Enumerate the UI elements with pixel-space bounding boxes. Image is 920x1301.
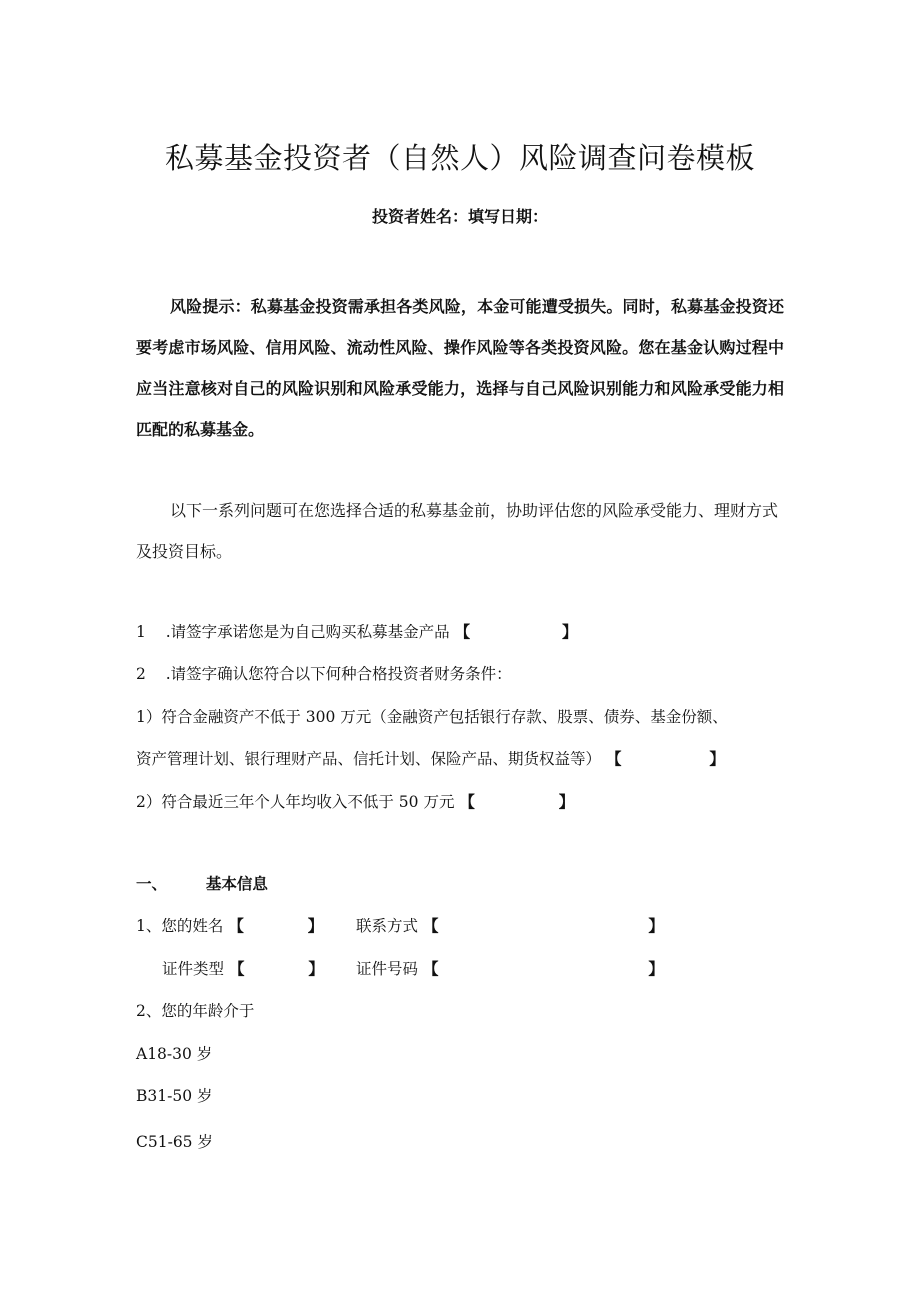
name-field-close: 】 <box>307 917 324 935</box>
condition-1-field-close: 】 <box>709 750 725 768</box>
id-number-label: 证件号码 <box>356 960 419 978</box>
id-type-label: 证件类型 <box>162 960 225 978</box>
condition-1-line-1: 1）符合金融资产不低于 300 万元（金融资产包括银行存款、股票、债券、基金份额、 <box>136 708 728 726</box>
name-label: 1、您的姓名 <box>136 917 224 935</box>
contact-field-open: 【 <box>422 917 439 935</box>
risk-notice-paragraph: 风险提示：私募基金投资需承担各类风险，本金可能遭受损失。同时，私募基金投资还要考虑市场风险、信用风险、流动性风险、操作风险等各类投资风险。您在基金认购过程中应当注意核对自己的风险识别和风险承受能力，选择与自己风险识别能力和风险承受能力相匹配的私募基金。 <box>136 297 784 439</box>
page-title: 私募基金投资者（自然人）风险调查问卷模板 <box>164 141 755 175</box>
name-field-row <box>136 914 323 936</box>
condition-2-text: 2）符合最近三年个人年均收入不低于 50 万元 <box>136 793 455 811</box>
section-1-heading <box>136 872 268 894</box>
signature-field-1-close: 】 <box>562 623 578 641</box>
declaration-item-2 <box>136 662 512 684</box>
contact-field-close: 】 <box>648 917 664 935</box>
declaration-2-text: .请签字确认您符合以下何种合格投资者财务条件： <box>165 665 512 683</box>
declaration-item-1 <box>136 620 578 642</box>
investor-name-date-line: 投资者姓名：填写日期： <box>371 207 548 226</box>
id-number-field-close: 】 <box>648 960 664 978</box>
condition-2-field-open: 【 <box>459 793 475 811</box>
signature-field-1-open: 【 <box>454 623 471 641</box>
age-option-a[interactable]: A18-30 岁 <box>136 1045 213 1063</box>
section-1-title: 基本信息 <box>205 875 268 893</box>
age-option-b[interactable]: B31-50 岁 <box>136 1087 213 1105</box>
age-question: 2、您的年龄介于 <box>136 1002 255 1020</box>
condition-1-text: 资产管理计划、银行理财产品、信托计划、保险产品、期货权益等） <box>136 750 602 768</box>
declaration-2-number: 2 <box>136 665 146 683</box>
section-1-number: 一、 <box>136 875 168 893</box>
condition-1-field-open: 【 <box>605 750 622 768</box>
name-field-open: 【 <box>228 917 244 935</box>
contact-field-row <box>356 914 664 936</box>
intro-paragraph: 以下一系列问题可在您选择合适的私募基金前，协助评估您的风险承受能力、理财方式及投资目标。 <box>136 501 779 561</box>
id-type-field-row <box>162 957 324 979</box>
id-type-field-open: 【 <box>228 960 245 978</box>
declaration-1-number: 1 <box>136 623 146 641</box>
condition-1-line-2 <box>136 747 725 769</box>
condition-2-line <box>136 790 574 812</box>
declaration-1-text: .请签字承诺您是为自己购买私募基金产品 <box>165 623 450 641</box>
id-number-field-open: 【 <box>422 960 439 978</box>
id-type-field-close: 】 <box>308 960 324 978</box>
age-option-c[interactable]: C51-65 岁 <box>136 1133 213 1151</box>
condition-2-field-close: 】 <box>558 793 575 811</box>
id-number-field-row <box>356 957 664 979</box>
contact-label: 联系方式 <box>356 917 419 935</box>
